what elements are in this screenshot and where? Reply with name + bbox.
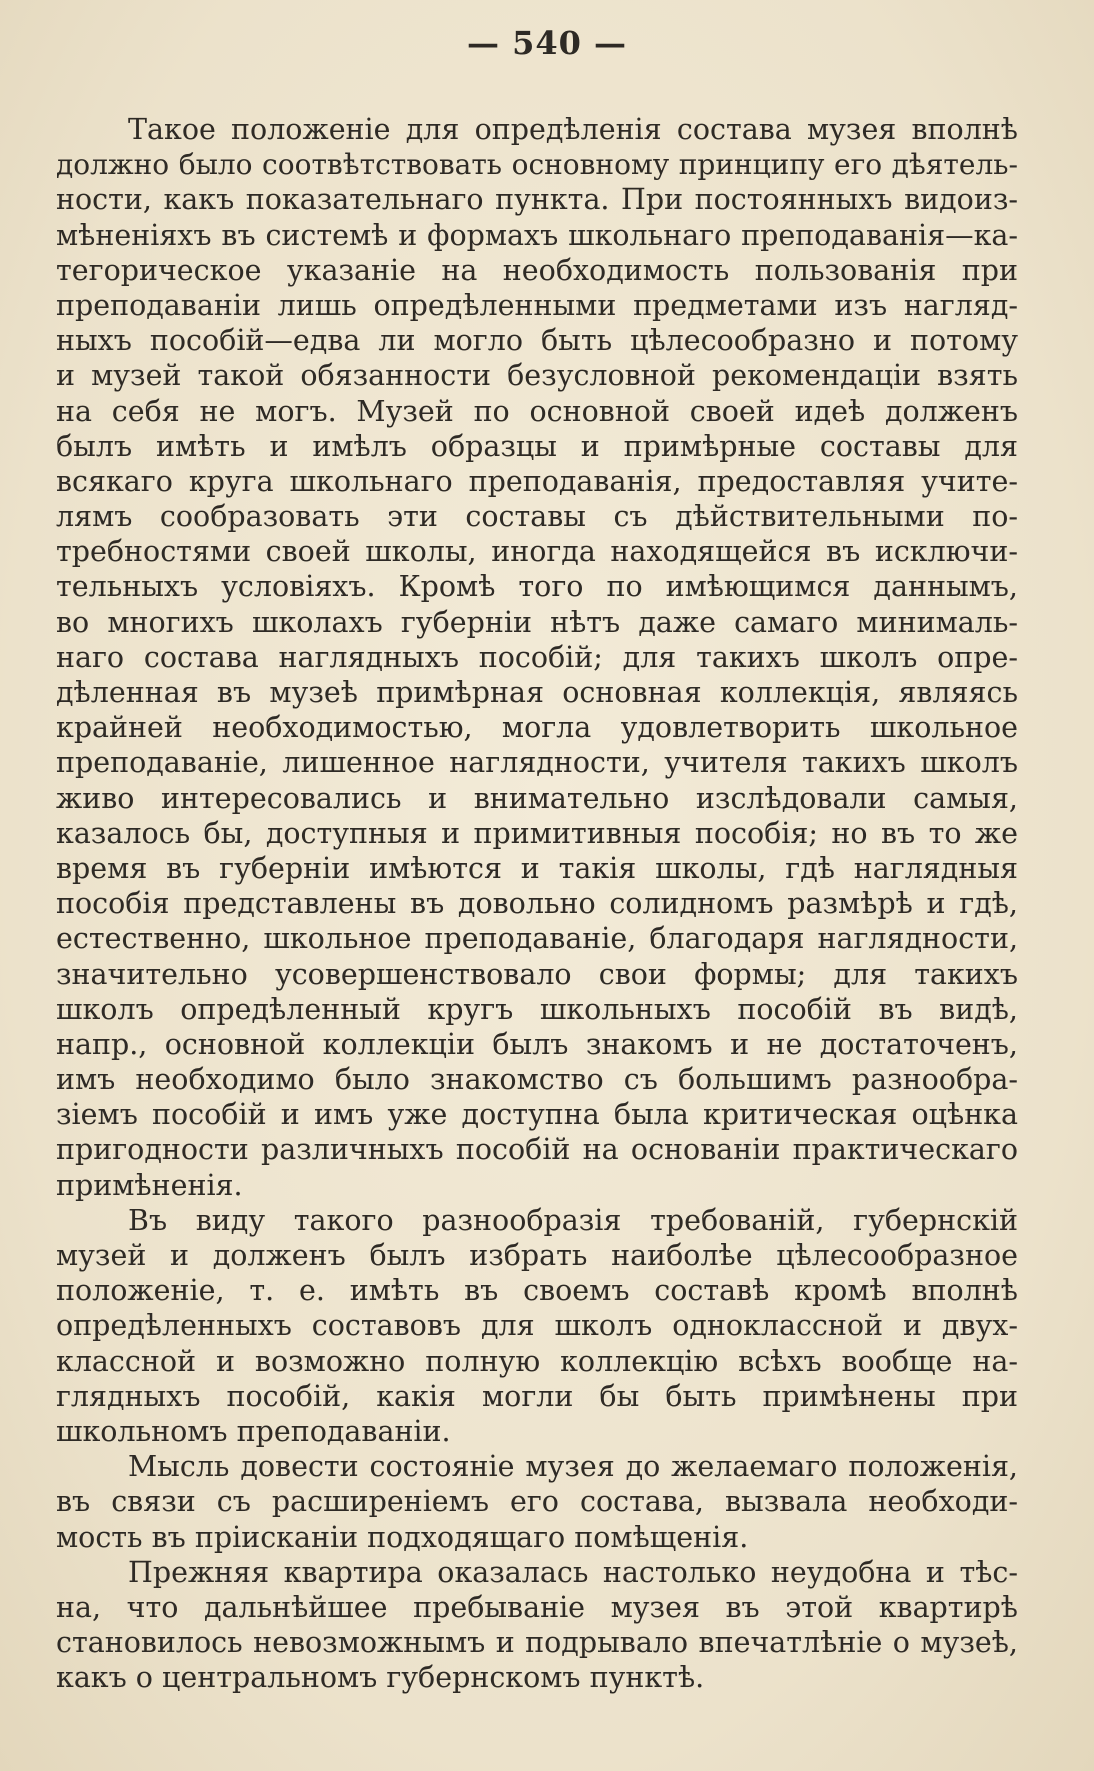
text-line: естественно, школьное преподаваніе, благодаря наглядности, (56, 922, 1018, 956)
text-line: казалось бы, доступныя и примитивныя пособія; но въ то же (56, 816, 1018, 850)
paragraph (56, 112, 1018, 1203)
text-line: во многихъ школахъ губерніи нѣтъ даже самаго минималь- (56, 605, 1018, 639)
text-line: имъ необходимо было знакомство съ большимъ разнообра- (56, 1063, 1018, 1097)
text-line: Въ виду такого разнообразія требованій, губернскій (128, 1203, 1018, 1237)
text-line: школьномъ преподаваніи. (56, 1414, 451, 1448)
text-line: время въ губерніи имѣются и такія школы, гдѣ наглядныя (56, 851, 1018, 885)
text-line: на себя не могъ. Музей по основной своей идеѣ долженъ (56, 394, 1018, 428)
paragraph (56, 1203, 1018, 1449)
text-line: должно было соотвѣтствовать основному принципу его дѣятель- (56, 148, 1018, 182)
text-line: живо интересовались и внимательно изслѣдовали самыя, (56, 781, 1018, 815)
text-line: преподаваніи лишь опредѣленными предметами изъ нагляд- (56, 288, 1018, 322)
page-number: — 540 — (466, 24, 628, 62)
text-line: зіемъ пособій и имъ уже доступна была критическая оцѣнка (56, 1098, 1018, 1132)
text-line: мѣненіяхъ въ системѣ и формахъ школьнаго преподаванія—ка- (56, 218, 1018, 252)
text-line: школъ опредѣленный кругъ школьныхъ пособій въ видѣ, (56, 992, 1018, 1026)
text-line: лямъ сообразовать эти составы съ дѣйствительными по- (56, 500, 1018, 534)
text-line: преподаваніе, лишенное наглядности, учителя такихъ школъ (56, 746, 1018, 780)
text-line: пособія представлены въ довольно солидномъ размѣрѣ и гдѣ, (56, 887, 1018, 921)
text-line: музей и долженъ былъ избрать наиболѣе цѣлесообразное (56, 1239, 1018, 1272)
paragraph (56, 1449, 1018, 1555)
text-line: ности, какъ показательнаго пункта. При постоянныхъ видоиз- (56, 183, 1018, 217)
text-line: былъ имѣть и имѣлъ образцы и примѣрные составы для (56, 429, 1018, 463)
text-line: на, что дальнѣйшее пребываніе музея въ этой квартирѣ (56, 1590, 1018, 1624)
text-line: тельныхъ условіяхъ. Кромѣ того по имѣющимся даннымъ, (56, 570, 1018, 604)
body-text (56, 112, 1018, 1695)
text-line: въ связи съ расширеніемъ его состава, вызвала необходи- (56, 1485, 1018, 1519)
paragraph (56, 1555, 1018, 1696)
text-line: примѣненія. (56, 1168, 243, 1202)
text-line: Мысль довести состояніе музея до желаемаго положенія, (128, 1450, 1018, 1484)
text-line: напр., основной коллекціи былъ знакомъ и не достаточенъ, (56, 1027, 1018, 1061)
text-line: какъ о центральномъ губернскомъ пунктѣ. (56, 1661, 705, 1695)
text-line: крайней необходимостью, могла удовлетворить школьное (56, 711, 1018, 745)
text-line: требностями своей школы, иногда находящейся въ исключи- (56, 535, 1018, 569)
text-line: классной и возможно полную коллекцію всѣхъ вообще на- (56, 1344, 1018, 1378)
text-line: становилось невозможнымъ и подрывало впечатлѣніе о музеѣ, (56, 1626, 1018, 1660)
text-line: значительно усовершенствовало свои формы; для такихъ (56, 957, 1018, 991)
text-line: Такое положеніе для опредѣленія состава музея вполнѣ (128, 113, 1018, 146)
text-line: Прежняя квартира оказалась настолько неудобна и тѣс- (128, 1555, 1018, 1589)
text-line: тегорическое указаніе на необходимость пользованія при (56, 253, 1018, 287)
text-line: наго состава наглядныхъ пособій; для такихъ школъ опре- (56, 640, 1018, 674)
text-line: опредѣленныхъ составовъ для школъ одноклассной и двух- (56, 1309, 1018, 1343)
text-line: ныхъ пособій—едва ли могло быть цѣлесообразно и потому (56, 324, 1018, 358)
text-line: дѣленная въ музеѣ примѣрная основная коллекція, являясь (56, 676, 1018, 709)
text-line: всякаго круга школьнаго преподаванія, предоставляя учите- (56, 464, 1018, 498)
text-line: мость въ прiисканіи подходящаго помѣщенія. (56, 1520, 749, 1554)
text-line: и музей такой обязанности безусловной рекомендаціи взять (56, 359, 1018, 393)
text-line: положеніе, т. е. имѣть въ своемъ составѣ кромѣ вполнѣ (56, 1274, 1018, 1308)
text-line: глядныхъ пособій, какія могли бы быть примѣнены при (56, 1379, 1018, 1413)
text-line: пригодности различныхъ пособій на основаніи практическаго (56, 1133, 1018, 1167)
